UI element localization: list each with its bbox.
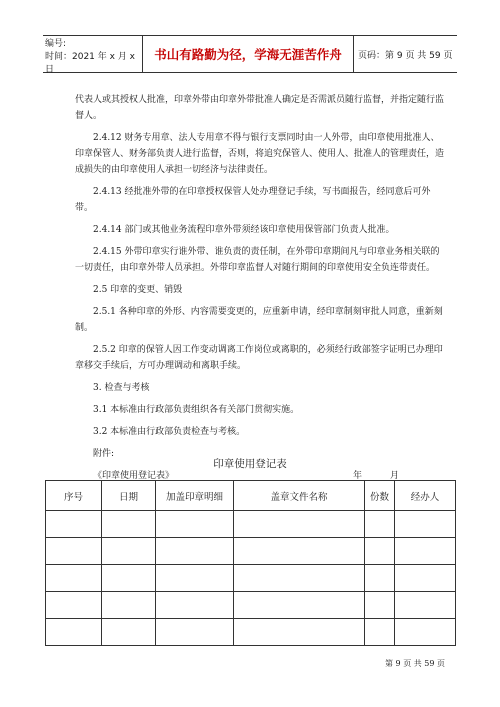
table-cell	[365, 592, 395, 619]
table-cell	[156, 565, 234, 592]
column-header: 序号	[46, 481, 102, 511]
table-cell	[46, 619, 102, 646]
document-body	[75, 92, 445, 484]
year-label: 年	[353, 471, 363, 481]
table-row	[46, 511, 456, 538]
column-header: 加盖印章明细	[156, 481, 234, 511]
table-cell	[102, 511, 156, 538]
table-body	[46, 511, 456, 646]
table-cell	[156, 619, 234, 646]
table-cell	[365, 511, 395, 538]
column-header: 份数	[365, 481, 395, 511]
table-row	[46, 565, 456, 592]
table-cell	[102, 565, 156, 592]
table-cell	[395, 538, 456, 565]
table-cell	[234, 619, 365, 646]
paragraph: 2.4.15 外带印章实行谁外带、谁负责的责任制，在外带印章期间凡与印章业务相关联的一切责任，由印章外带人员承担。外带印章监督人对随行期间的印章使用安全负连带责任。	[75, 247, 440, 273]
paragraph: 2.5.2 印章的保管人因工作变动调离工作岗位或离职的，必须经行政部签字证明已办理印章移交手续后，方可办理调动和离职手续。	[75, 345, 443, 371]
paragraph: 2.4.12 财务专用章、法人专用章不得与银行支票同时由一人外带，由印章使用批准人、印章保管人、财务部负责人进行监督，否则，将追究保管人、使用人、批准人的管理责任，造成损失的由印章使用人承担一切经济与法律责任。	[75, 133, 445, 175]
table-cell	[46, 538, 102, 565]
paragraph: 3.2 本标准由行政部负责检查与考核。	[93, 427, 246, 437]
table-cell	[365, 565, 395, 592]
table-cell	[102, 538, 156, 565]
table-cell	[234, 592, 365, 619]
header-page-label: 页码：第 9 页 共 59 页	[358, 50, 453, 61]
table-cell	[234, 538, 365, 565]
paragraph: 3. 检查与考核	[93, 383, 150, 393]
table-cell	[102, 619, 156, 646]
column-header: 盖章文件名称	[234, 481, 365, 511]
paragraph: 2.4.14 部门或其他业务流程印章外带须经该印章使用保管部门负责人批准。	[93, 225, 395, 235]
table-cell	[395, 619, 456, 646]
seal-usage-register-table	[45, 480, 456, 646]
table-cell	[395, 592, 456, 619]
table-header-row	[46, 481, 456, 511]
column-header: 经办人	[395, 481, 456, 511]
table-cell	[102, 592, 156, 619]
column-header: 日期	[102, 481, 156, 511]
table-cell	[395, 511, 456, 538]
table-cell	[234, 565, 365, 592]
month-label: 月	[390, 471, 400, 481]
page-footer: 第 9 页 共 59 页	[385, 659, 445, 668]
page-header	[43, 35, 457, 73]
table-cell	[234, 511, 365, 538]
paragraph: 2.5.1 各种印章的外形、内容需要变更的，应重新申请，经印章制刻审批人同意，重新刻制。	[75, 307, 443, 333]
document-time-label: 时间：2021 年 x 月 x 日	[45, 52, 136, 75]
paragraph: 2.5 印章的变更、销毁	[93, 285, 183, 295]
table-cell	[46, 565, 102, 592]
paragraph: 《印章使用登记表》	[93, 471, 175, 481]
table-cell	[365, 619, 395, 646]
paragraph: 3.1 本标准由行政部负责组织各有关部门贯彻实施。	[93, 405, 300, 415]
table-cell	[46, 511, 102, 538]
table-row	[46, 619, 456, 646]
paragraph: 附件:	[93, 449, 115, 459]
table-row	[46, 538, 456, 565]
document-number-label: 编号:	[45, 39, 67, 49]
table-cell	[156, 511, 234, 538]
table-cell	[395, 565, 456, 592]
table-cell	[46, 592, 102, 619]
table-cell	[156, 538, 234, 565]
table-cell	[365, 538, 395, 565]
paragraph: 2.4.13 经批准外带的在印章授权保管人处办理登记手续，写书面报告，经同意后可外带。	[75, 187, 431, 213]
table-title: 印章使用登记表	[213, 458, 287, 470]
paragraph: 代表人或其授权人批准，印章外带由印章外带批准人确定是否需派员随行监督，并指定随行监督人。	[75, 95, 445, 121]
header-slogan: 书山有路勤为径，学海无涯苦作舟	[142, 36, 354, 72]
table-row	[46, 592, 456, 619]
header-meta	[43, 36, 142, 75]
table-cell	[156, 592, 234, 619]
